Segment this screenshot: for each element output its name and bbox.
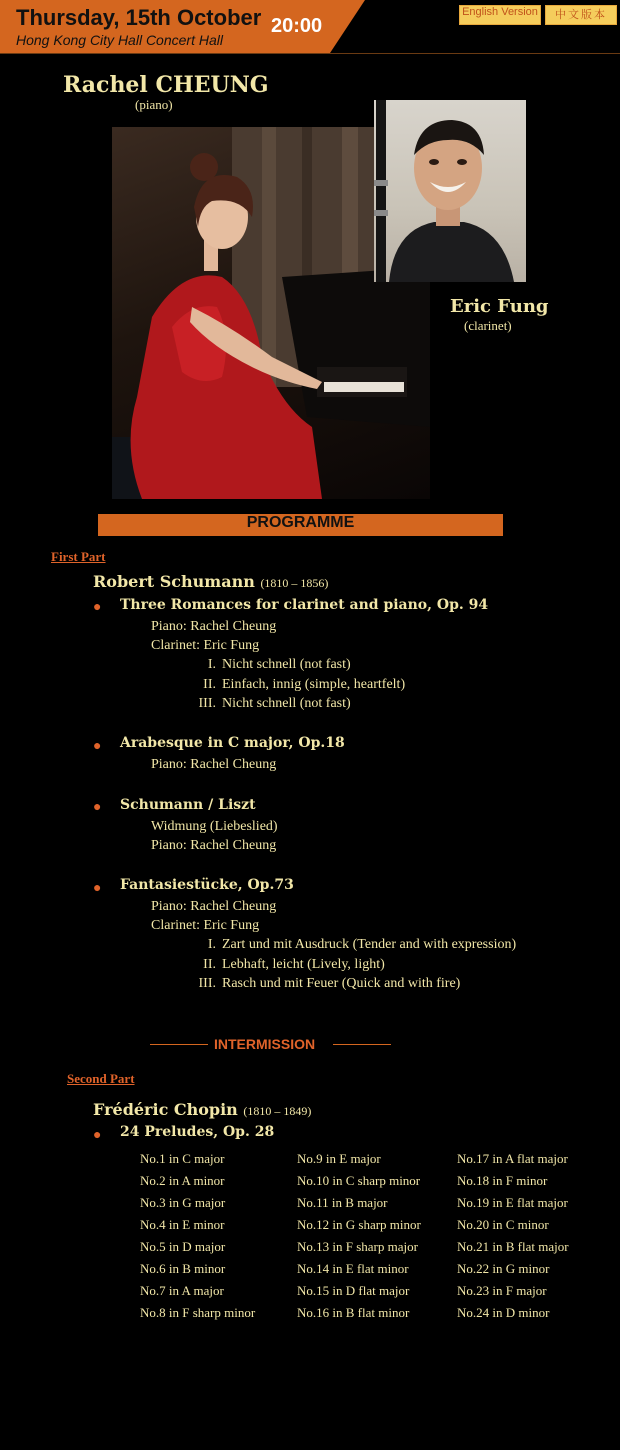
composer-years: (1810 – 1856) (260, 576, 329, 590)
prelude-item: No.20 in C minor (457, 1217, 549, 1232)
prelude-item: No.22 in G minor (457, 1261, 550, 1276)
prelude-item: No.24 in D minor (457, 1305, 550, 1320)
prelude-item: No.4 in E minor (140, 1217, 225, 1232)
clarinetist-name: Eric Fung (450, 296, 549, 317)
composer-years: (1810 – 1849) (243, 1104, 312, 1118)
prelude-item: No.7 in A major (140, 1283, 224, 1298)
prelude-item: No.13 in F sharp major (297, 1239, 418, 1254)
work-line: Piano: Rachel Cheung (151, 619, 277, 634)
first-part-label: First Part (51, 549, 106, 564)
composer-name: Frédéric Chopin (93, 1100, 238, 1119)
concert-date: Thursday, 15th October (16, 5, 262, 30)
prelude-item: No.9 in E major (297, 1151, 381, 1166)
concert-venue: Hong Kong City Hall Concert Hall (16, 32, 223, 48)
clarinetist-photo (374, 100, 526, 282)
intermission-rule-right (333, 1044, 391, 1045)
prelude-item: No.16 in B flat minor (297, 1305, 410, 1320)
pianist-role: (piano) (135, 97, 173, 112)
prelude-item: No.14 in E flat minor (297, 1261, 409, 1276)
clarinetist-role: (clarinet) (464, 318, 512, 333)
work-line: Clarinet: Eric Fung (151, 638, 260, 653)
prelude-item: No.19 in E flat major (457, 1195, 568, 1210)
movement-number: I. (207, 657, 216, 672)
prelude-item: No.17 in A flat major (457, 1151, 568, 1166)
prelude-item: No.23 in F major (457, 1283, 547, 1298)
movement-number: II. (203, 677, 216, 692)
movement-text: Lebhaft, leicht (Lively, light) (222, 957, 385, 972)
movement-text: Nicht schnell (not fast) (222, 657, 351, 672)
movement-number: I. (207, 937, 216, 952)
intermission-rule-left (150, 1044, 208, 1045)
composer-name: Robert Schumann (93, 572, 255, 591)
concert-time: 20:00 (271, 15, 323, 37)
english-version-button[interactable]: English Version (459, 5, 541, 25)
work-title: Fantasiestücke, Op.73 (120, 877, 294, 893)
composer-schumann (93, 572, 328, 591)
bullet-icon: ● (93, 879, 102, 895)
prelude-item: No.10 in C sharp minor (297, 1173, 421, 1188)
prelude-item: No.18 in F minor (457, 1173, 548, 1188)
work-title: 24 Preludes, Op. 28 (120, 1124, 275, 1140)
intermission-label: INTERMISSION (214, 1036, 316, 1052)
movement-text: Einfach, innig (simple, heartfelt) (222, 677, 406, 692)
movement-number: III. (198, 696, 216, 711)
programme-title: PROGRAMME (246, 514, 355, 531)
second-part-label: Second Part (67, 1071, 135, 1086)
work-line: Clarinet: Eric Fung (151, 918, 260, 933)
bullet-icon: ● (93, 798, 102, 814)
composer-chopin (93, 1100, 311, 1119)
bullet-icon: ● (93, 598, 102, 614)
prelude-item: No.5 in D major (140, 1239, 226, 1254)
prelude-item: No.12 in G sharp minor (297, 1217, 421, 1232)
movement-text: Rasch und mit Feuer (Quick and with fire) (222, 976, 461, 991)
work-line: Widmung (Liebeslied) (151, 819, 278, 834)
work-line: Piano: Rachel Cheung (151, 899, 277, 914)
prelude-item: No.2 in A minor (140, 1173, 225, 1188)
prelude-item: No.11 in B major (297, 1195, 388, 1210)
work-line: Piano: Rachel Cheung (151, 757, 277, 772)
movement-text: Zart und mit Ausdruck (Tender and with expression) (222, 937, 517, 952)
prelude-item: No.21 in B flat major (457, 1239, 569, 1254)
movement-number: II. (203, 957, 216, 972)
work-line: Piano: Rachel Cheung (151, 838, 277, 853)
pianist-name: Rachel CHEUNG (63, 72, 269, 98)
prelude-item: No.6 in B minor (140, 1261, 226, 1276)
bullet-icon: ● (93, 737, 102, 753)
movement-number: III. (198, 976, 216, 991)
chinese-version-button[interactable]: 中文版本 (545, 5, 617, 25)
bullet-icon: ● (93, 1126, 102, 1142)
work-title: Arabesque in C major, Op.18 (120, 735, 345, 751)
work-title: Three Romances for clarinet and piano, Op. 94 (120, 597, 489, 613)
header-divider (0, 53, 620, 54)
movement-text: Nicht schnell (not fast) (222, 696, 351, 711)
prelude-item: No.8 in F sharp minor (140, 1305, 256, 1320)
prelude-item: No.1 in C major (140, 1151, 225, 1166)
prelude-item: No.15 in D flat major (297, 1283, 410, 1298)
work-title: Schumann / Liszt (120, 797, 256, 813)
prelude-item: No.3 in G major (140, 1195, 226, 1210)
